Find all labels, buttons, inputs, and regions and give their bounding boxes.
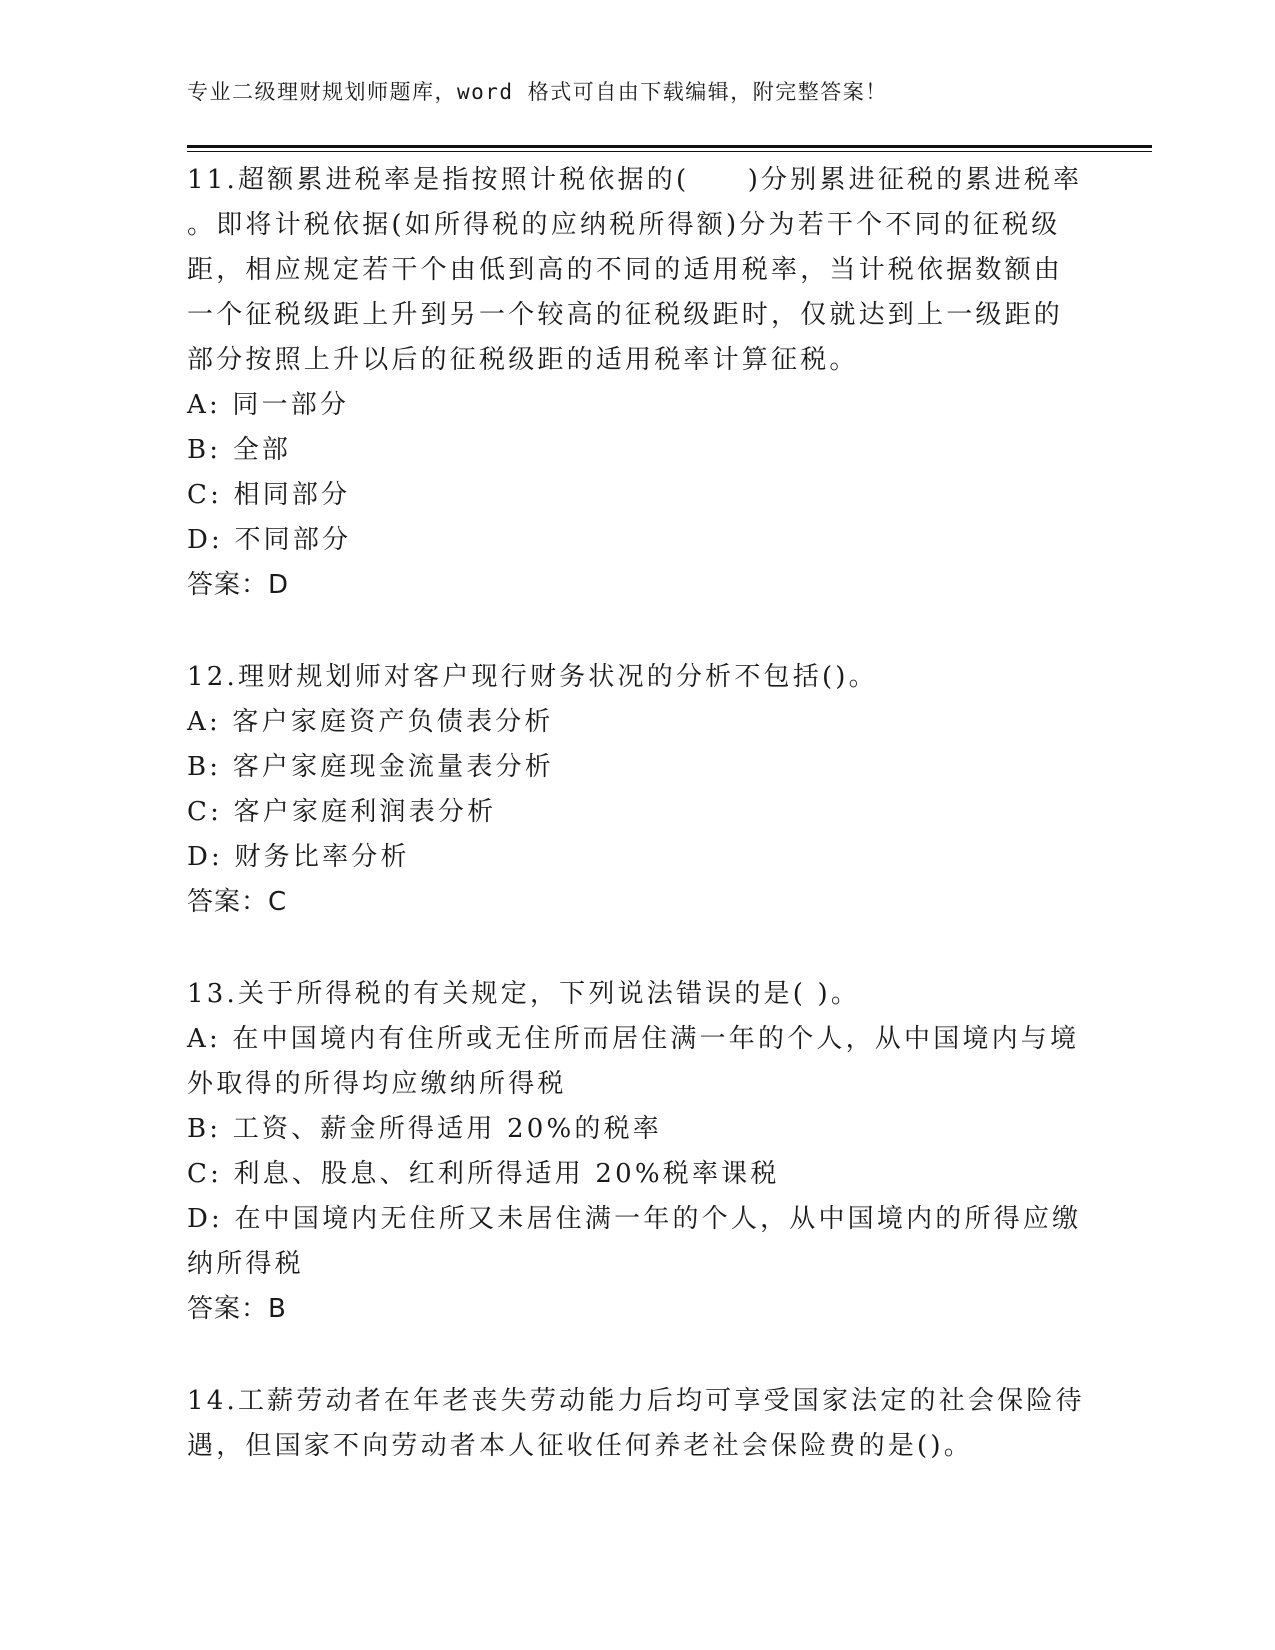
option-c: C: 相同部分 [187, 480, 351, 510]
question-12 [187, 655, 1087, 925]
question-text: 12.理财规划师对客户现行财务状况的分析不包括()。 [187, 662, 878, 692]
question-text: 13.关于所得税的有关规定，下列说法错误的是( )。 [187, 979, 861, 1009]
question-list [187, 158, 1087, 1469]
answer: 答案：C [187, 887, 288, 917]
question-11 [187, 158, 1087, 608]
answer: 答案：D [187, 570, 290, 600]
question-text: 距，相应规定若干个由低到高的不同的适用税率，当计税依据数额由 [187, 255, 1064, 285]
option-d: D: 财务比率分析 [187, 842, 410, 872]
option-a: A: 同一部分 [187, 390, 350, 420]
question-text: 11.超额累进税率是指按照计税依据的( )分别累进征税的累进税率 [187, 165, 1083, 195]
header-rule-thin [187, 151, 1152, 152]
page-header: 专业二级理财规划师题库，word 格式可自由下载编辑，附完整答案！ [187, 80, 888, 104]
answer: 答案：B [187, 1294, 287, 1324]
question-text: 遇，但国家不向劳动者本人征收任何养老社会保险费的是()。 [187, 1431, 973, 1461]
question-text: 一个征税级距上升到另一个较高的征税级距时，仅就达到上一级距的 [187, 300, 1064, 330]
option-c: C: 利息、股息、红利所得适用 20%税率课税 [187, 1159, 780, 1189]
question-14 [187, 1379, 1087, 1469]
question-text: 部分按照上升以后的征税级距的适用税率计算征税。 [187, 345, 859, 375]
question-text: 。即将计税依据(如所得税的应纳税所得额)分为若干个不同的征税级 [187, 210, 1061, 240]
question-13 [187, 972, 1087, 1332]
option-c: C: 客户家庭利润表分析 [187, 797, 497, 827]
header-rule-thick [187, 145, 1152, 148]
option-a: A: 客户家庭资产负债表分析 [187, 707, 554, 737]
option-b: B: 全部 [187, 435, 292, 465]
option-d: D: 不同部分 [187, 525, 352, 555]
option-a: A: 在中国境内有住所或无住所而居住满一年的个人，从中国境内与境 [187, 1024, 1080, 1054]
option-b: B: 工资、薪金所得适用 20%的税率 [187, 1114, 662, 1144]
option-b: B: 客户家庭现金流量表分析 [187, 752, 554, 782]
question-text: 14.工薪劳动者在年老丧失劳动能力后均可享受国家法定的社会保险待 [187, 1386, 1085, 1416]
option-a-continued: 外取得的所得均应缴纳所得税 [187, 1069, 567, 1099]
option-d-continued: 纳所得税 [187, 1249, 304, 1279]
option-d: D: 在中国境内无住所又未居住满一年的个人，从中国境内的所得应缴 [187, 1204, 1082, 1234]
